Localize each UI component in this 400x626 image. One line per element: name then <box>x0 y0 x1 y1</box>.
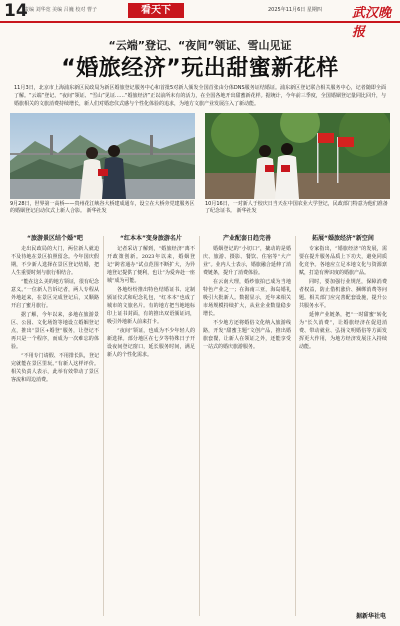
photo-bridge-couple <box>10 113 195 199</box>
paragraph: 延伸产业链条，把“一时甜蜜”转化为“长久消费”，让婚旅经济在促进消费、带动就业、弘扬文明婚俗等方面发挥更大作用，为地方经济发展注入持续动能。 <box>299 312 387 350</box>
paragraph: 各地纷纷推出特色结婚证书、定制颁证仪式和纪念礼包，“红本本”也成了城市的文旅名片。有的地方把当地地标印上证书封面，有的推出双语颁证词，吸引外地新人前来打卡。 <box>107 287 195 325</box>
subheading: “红本本”变身旅游名片 <box>120 235 182 242</box>
article-lead: 11月3日，北京市上海浦东新区民政局为新区婚旅登记服务中心和首批5对新人颁发全国首张由分体DNS服务证结婚证。浦东新区登记联合相关服务中心，记者随即全面了解。“云端”登记、“夜间”领证、“雪山”见证……“婚旅经济”正以前所未有的活力，在全国各地开出甜蜜新花样。据统计，今年前三季度，全国婚姻登记量同比回升，与婚旅相关的文旅消费持续增长，新人们对婚恋仪式感与个性化体验的追求，为地方文旅产业发展注入了新动能。 <box>14 85 386 107</box>
column-divider <box>103 236 104 616</box>
photo2-caption: 10月16日，一对新人于校庆日当天在中国农业大学登记，民政部门特意为他们准备了纪念证书。 新华社发 <box>205 201 388 214</box>
photo-campus-couple <box>205 113 390 199</box>
issue-date: 2025年11月6日 星期四 <box>268 7 322 13</box>
photo1-caption: 9月28日，世界第一高桥——贵州花江峡谷大桥建成通车，设立在大桥旁党建服务区的婚姻登记启动仪式上新人合影。 新华社发 <box>10 201 195 214</box>
article-byline: 据新华社电 <box>355 613 386 620</box>
subheading: “旅游景区结个婚”吧 <box>27 235 83 242</box>
article-column <box>11 233 99 385</box>
paragraph: 记者采访了解到，“婚旅经济”离不开政策创新。2023年以来，婚姻登记“跨省通办”试点范围不断扩大，为异地登记提供了便利，也让“为爱奔赴一座城”成为可能。 <box>107 246 195 284</box>
paragraph: “夜间”领证，也成为不少年轻人的新选择。部分地区在七夕等特殊日子开设夜间登记窗口，延长服务时间，满足新人的个性化需求。 <box>107 328 195 358</box>
column-divider <box>295 236 296 616</box>
editor-credits: 责编 刘华宽 美编 吕巍 校对 曹子 <box>24 7 97 13</box>
article-kicker: “云端”登记、“夜间”领证、雪山见证 <box>108 39 292 52</box>
paragraph: 走出民政局的大门，两位新人就迫不及待地在景区拍照留念。今年国庆假期，不少新人选择在景区登记结婚，把人生重要时刻与旅行相结合。 <box>11 246 99 276</box>
section-label: 看天下 <box>128 3 184 18</box>
paragraph: 据了解，今年以来，多地在旅游景区、公园、文化场馆等地设立婚姻登记点，推出“景区+婚登”服务，让登记不再只是一个程序，而成为一次难忘的体验。 <box>11 312 99 350</box>
masthead <box>0 0 400 40</box>
newspaper-logo: 武汉晚报 <box>352 6 392 40</box>
paragraph: 不少地方还将婚俗文化纳入旅游线路，开发“甜蜜主题”文创产品，推出婚旅套餐，让新人在领证之外，还能享受一站式的婚庆旅游服务。 <box>203 320 291 350</box>
paragraph: 婚姻登记的“小切口”，撬动的是婚庆、旅游、摄影、餐饮、住宿等“大产业”。业内人士表示，婚旅融合延伸了消费链条，提升了消费体验。 <box>203 246 291 276</box>
article-column <box>299 233 387 352</box>
masthead-rule <box>0 21 400 23</box>
article-column <box>107 233 195 360</box>
paragraph: 同时，要加强行业规范，保障消费者权益，防止借机涨价、捆绑消费等问题。相关部门应完善配套设施，提升公共服务水平。 <box>299 279 387 309</box>
paragraph: “能在这么美的地方领证，很有纪念意义。”一位新人告诉记者，两人专程从外地赶来，在景区完成登记后，又顺路开启了蜜月旅行。 <box>11 279 99 309</box>
column-divider <box>199 236 200 616</box>
paragraph: 在云南大理，婚纱旅拍已成为当地特色产业之一；在海南三亚，海岛婚礼吸引大批新人。数据显示，近年来相关市场规模持续扩大，从业企业数量稳步增长。 <box>203 279 291 317</box>
paragraph: 专家指出，“婚旅经济”的发展，需要在提升服务品质上下功夫，避免同质化竞争。各地应立足本地文化与资源禀赋，打造有辨识度的婚旅产品。 <box>299 246 387 276</box>
subheading: 产业配套日趋完善 <box>222 235 271 242</box>
article-column <box>203 233 291 352</box>
paragraph: “不用专门请假、不用排长队，登记完就能在景区里玩。”有新人这样评价。相关负责人表示，此举有效带动了景区客流和周边消费。 <box>11 353 99 383</box>
article-headline: “婚旅经济”玩出甜蜜新花样 <box>61 56 339 81</box>
page-number: 14 <box>4 1 28 21</box>
subheading: 拓展“婚旅经济”新空间 <box>312 235 374 242</box>
